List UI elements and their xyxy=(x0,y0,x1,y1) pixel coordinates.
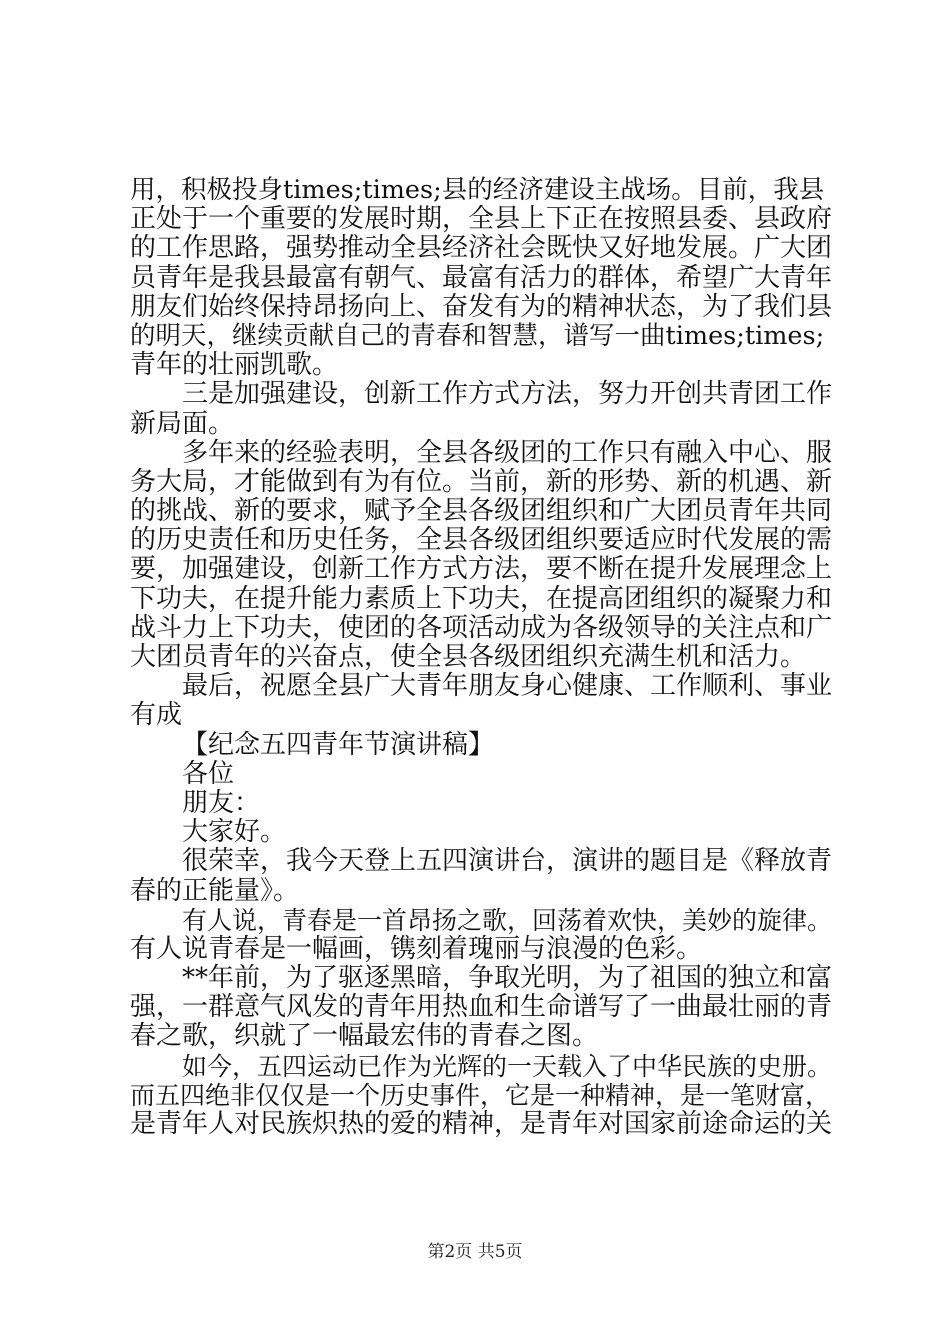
text-line: 有人说青春是一幅画，镌刻着瑰丽与浪漫的色彩。 xyxy=(130,933,703,964)
text-line: 很荣幸，我今天登上五四演讲台，演讲的题目是《释放青 xyxy=(182,846,833,877)
text-line: 是青年人对民族炽热的爱的精神，是青年对国家前途命运的关 xyxy=(130,1109,833,1139)
text-line: 春的正能量》。 xyxy=(130,875,300,906)
text-line: 的明天，继续贡献自己的青春和智慧，谱写一曲times;times; xyxy=(130,320,825,351)
text-line: 多年来的经验表明，全县各级团的工作只有融入中心、服 xyxy=(182,437,833,468)
text-line: 朋友： xyxy=(182,787,261,818)
text-line: 而五四绝非仅仅是一个历史事件，它是一种精神，是一笔财富， xyxy=(130,1080,831,1110)
text-line: 强，一群意气风发的青年用热血和生命谱写了一曲最壮丽的青 xyxy=(130,992,833,1023)
text-line: 下功夫，在提升能力素质上下功夫，在提高团组织的凝聚力和 xyxy=(130,583,833,614)
text-line: 有成 xyxy=(130,700,183,731)
text-line: 的工作思路，强势推动全县经济社会既快又好地发展。广大团 xyxy=(130,233,833,264)
document-body xyxy=(130,176,836,1139)
text-line: 要，加强建设，创新工作方式方法，要不断在提升发展理念上 xyxy=(130,554,833,585)
text-line: **年前，为了驱逐黑暗，争取光明，为了祖国的独立和富 xyxy=(182,963,833,994)
text-line: 青年的壮丽凯歌。 xyxy=(130,350,339,381)
text-line: 正处于一个重要的发展时期，全县上下正在按照县委、县政府 xyxy=(130,204,833,235)
text-line: 春之歌，织就了一幅最宏伟的青春之图。 xyxy=(130,1021,599,1052)
text-line: 的历史责任和历史任务，全县各级团组织要适应时代发展的需 xyxy=(130,525,833,556)
text-line: 大团员青年的兴奋点，使全县各级团组织充满生机和活力。 xyxy=(130,642,807,672)
text-line: 最后，祝愿全县广大青年朋友身心健康、工作顺利、事业 xyxy=(182,671,833,702)
text-line: 员青年是我县最富有朝气、最富有活力的群体，希望广大青年 xyxy=(130,262,833,293)
text-line: 如今，五四运动已作为光辉的一天载入了中华民族的史册。 xyxy=(182,1051,833,1081)
text-line: 三是加强建设，创新工作方式方法，努力开创共青团工作 xyxy=(182,379,833,410)
page-footer: 第2页 共5页 xyxy=(427,1242,523,1262)
text-line: 大家好。 xyxy=(182,817,287,848)
text-line: 的挑战、新的要求，赋予全县各级团组织和广大团员青年共同 xyxy=(130,496,833,527)
text-line: 新局面。 xyxy=(130,408,235,439)
text-line: 用，积极投身times;times;县的经济建设主战场。目前，我县 xyxy=(130,175,825,205)
text-line: 朋友们始终保持昂扬向上、奋发有为的精神状态，为了我们县 xyxy=(130,291,833,322)
text-line: 各位 xyxy=(182,758,235,789)
text-line: 有人说，青春是一首昂扬之歌，回荡着欢快，美妙的旋律。 xyxy=(182,905,833,935)
text-line: 【纪念五四青年节演讲稿】 xyxy=(182,729,495,760)
text-line: 战斗力上下功夫，使团的各项活动成为各级领导的关注点和广 xyxy=(130,612,833,643)
text-line: 务大局，才能做到有为有位。当前，新的形势、新的机遇、新 xyxy=(130,466,833,497)
